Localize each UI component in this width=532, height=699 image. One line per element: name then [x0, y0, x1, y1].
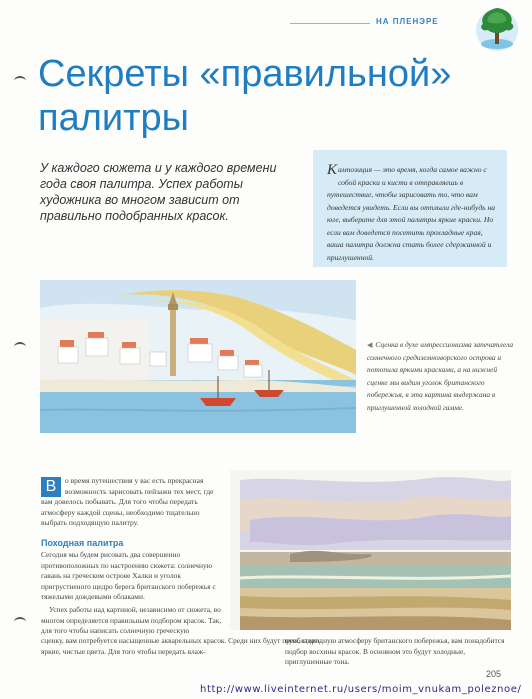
watermark-url: http://www.liveinternet.ru/users/moim_vnukam_poleznoe/ [200, 684, 522, 695]
article-intro [41, 476, 223, 529]
binder-hole [14, 342, 26, 352]
section-label: НА ПЛЕНЭРЕ [376, 17, 439, 26]
page-number: 205 [486, 669, 502, 679]
caption-arrow-icon: ◀ [367, 341, 373, 349]
harbour-painting [40, 280, 356, 433]
info-dropcap: К [327, 162, 337, 178]
info-box [313, 150, 507, 267]
intro-paragraph: У каждого сюжета и у каждого времени года своя палитра. Успех работы художника во многом зависит от правильно подобранных красок. [40, 161, 277, 223]
article-subhead: Походная палитра [41, 538, 124, 548]
title-line-2: палитры [38, 97, 189, 139]
article-para-3: Успех работы над картиной, независимо от сюжета, во многом определяется правильным подбором красок. Так, для того чтобы написать солнечную греческую [41, 604, 222, 636]
tree-icon [474, 4, 520, 52]
caption-text: Сценка в духе импрессионизма запечатлела солнечного средиземноморского острова и потопила яркими красками, а на нижней сценке мы видим уголок британского побережья, в эта картина выдержана в приглушенной холодной гамме. [367, 340, 514, 412]
page-title [38, 52, 478, 140]
info-body: ампозиция — это время, когда самое важно с собой краски и кисти в отправляешь в путешествие, чтобы зарисовать то, что вам доведется увидеть. Если вы отплыли где-нибудь на юге, выберите для этой палитры яркие краски. Но если вам доведется посетить прохладные края, ваша палитра должна стать более сдержанной и приглушенной. [327, 165, 496, 262]
article-para-4: сценку, вам потребуется насыщенные акварельных красок. Среди них будут преобладать яркие, чистые цвета. Для того чтобы передать влаж- [41, 636, 321, 656]
article-para-2: Сегодня мы будем рисовать два совершенно противоположных по настроению сюжета: солнечную гавань на греческом острове Халки и уголок пригрустненого щедро берега британского побережья с тяжелыми дождевыми облаками. [41, 550, 216, 602]
article-para-5: ную, стеридную атмосферу британского побережья, вам понадобится подбор восхины красок. В основном это будут холодные, приглушенные тона. [285, 636, 505, 667]
header-rule [290, 23, 370, 24]
binder-hole [14, 76, 26, 86]
coast-painting [230, 470, 511, 630]
article-body [41, 550, 223, 637]
article-para-1: о время путешествия у вас есть прекрасная возможность зарисовать пейзажи тех мест, где вам довелось побывать. Для того чтобы передать атмосферу каждой сцены, необходимо тщательно выбрать подходящую палитру. [41, 476, 214, 528]
binder-hole [14, 617, 26, 627]
article-dropcap: В [41, 477, 61, 497]
painting-caption [367, 339, 515, 414]
info-box-text [327, 164, 499, 264]
title-line-1: Секреты «правильной» [38, 53, 452, 95]
section-header [290, 17, 490, 29]
